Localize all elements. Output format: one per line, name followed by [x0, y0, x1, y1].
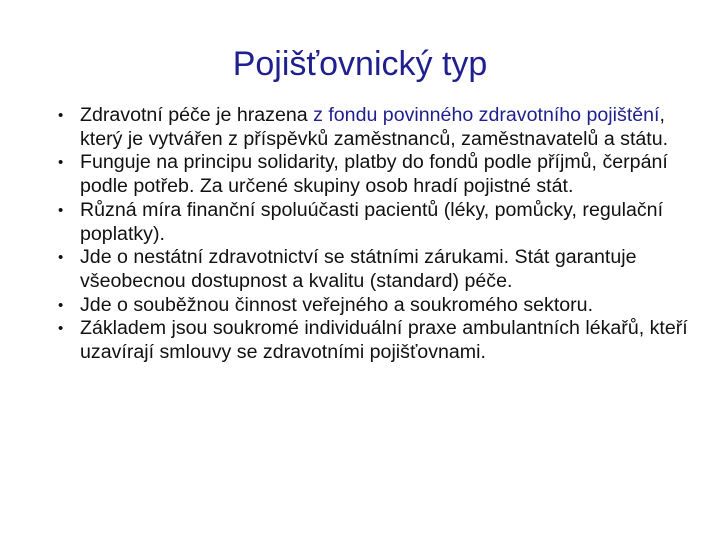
- bullet-item: [58, 246, 698, 293]
- bullet-dot-icon: •: [58, 154, 64, 172]
- bullet-text: Funguje na principu solidarity, platby do fondů podle příjmů, čerpání podle potřeb. Za určené skupiny osob hradí pojistné stát.: [80, 151, 668, 198]
- bullet-item: [58, 294, 698, 318]
- bullet-text-highlight: z fondu povinného zdravotního pojištění: [313, 104, 660, 126]
- bullet-text: Jde o souběžnou činnost veřejného a soukromého sektoru.: [80, 293, 594, 316]
- slide-title: Pojišťovnický typ: [232, 45, 488, 83]
- bullet-dot-icon: •: [58, 320, 64, 338]
- bullet-list: [58, 104, 698, 365]
- bullet-item: [58, 104, 698, 151]
- bullet-item: [58, 317, 698, 364]
- bullet-text: Základem jsou soukromé individuální praxe ambulantních lékařů, kteří uzavírají smlouvy se zdravotními pojišťovnami.: [80, 317, 688, 364]
- bullet-text: Různá míra finanční spoluúčasti pacientů (léky, pomůcky, regulační poplatky).: [80, 198, 664, 245]
- bullet-dot-icon: •: [58, 107, 64, 124]
- bullet-item: [58, 199, 698, 246]
- bullet-dot-icon: •: [58, 249, 64, 267]
- bullet-text: Jde o nestátní zdravotnictví se státními zárukami. Stát garantuje všeobecnou dostupnost a kvalitu (standard) péče.: [80, 246, 637, 292]
- bullet-item: [58, 151, 698, 198]
- bullet-text: , který je vytvářen z příspěvků zaměstnanců, zaměstnavatelů a státu.: [80, 104, 669, 150]
- bullet-text: Zdravotní péče je hrazena: [80, 104, 314, 126]
- bullet-dot-icon: •: [58, 296, 64, 314]
- bullet-dot-icon: •: [58, 201, 64, 219]
